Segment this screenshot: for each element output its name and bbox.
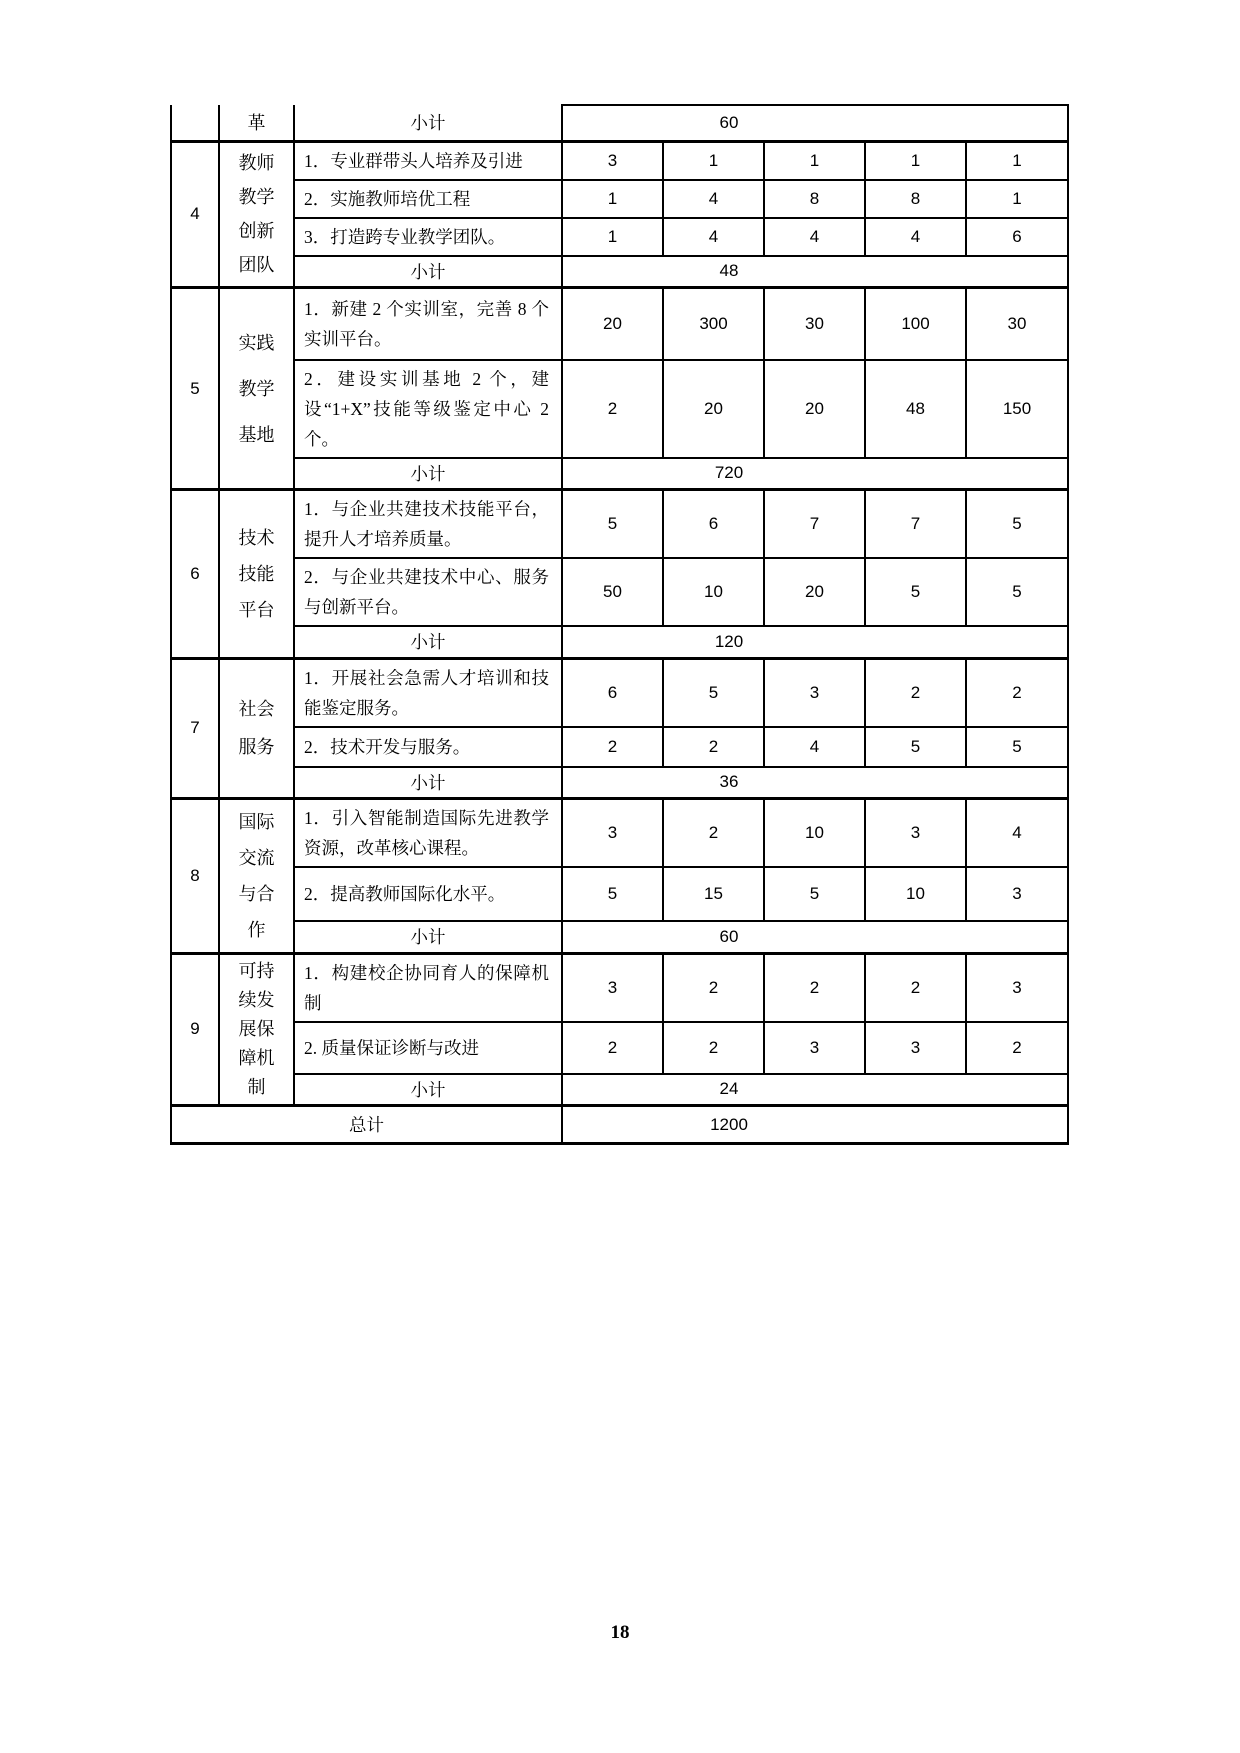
value-cell: 3: [865, 1022, 966, 1074]
subtotal-label: 小计: [294, 1074, 562, 1106]
total-row: [171, 1106, 1068, 1144]
category-line: 展保: [238, 1018, 275, 1039]
value-cell: 4: [663, 180, 764, 218]
category-line: 可持: [238, 960, 275, 981]
item-label: 2．建设实训基地 2 个，建设“1+X”技能等级鉴定中心 2 个。: [294, 360, 562, 458]
category-line: 服务: [238, 737, 275, 758]
value-cell: 1: [966, 141, 1068, 180]
value-cell: 2: [663, 953, 764, 1022]
value-cell: 1: [764, 141, 865, 180]
table-row: [171, 218, 1068, 256]
value-cell: 5: [562, 490, 663, 559]
row-number: 9: [171, 953, 219, 1106]
value-cell: 4: [865, 218, 966, 256]
subtotal-value: 60: [562, 105, 1068, 141]
row-number: 8: [171, 799, 219, 954]
value-cell: 48: [865, 360, 966, 458]
value-cell: 4: [764, 218, 865, 256]
value-cell: 20: [764, 558, 865, 626]
subtotal-label: 小计: [294, 105, 562, 141]
value-cell: 6: [562, 658, 663, 727]
value-cell: 4: [966, 799, 1068, 868]
value-cell: 1: [966, 180, 1068, 218]
table-row: [171, 180, 1068, 218]
table-row: [171, 727, 1068, 767]
category-cell: [219, 105, 294, 141]
value-cell: 2: [663, 799, 764, 868]
subtotal-label: 小计: [294, 256, 562, 288]
row-number: 4: [171, 141, 219, 288]
item-label: 2．与企业共建技术中心、服务与创新平台。: [294, 558, 562, 626]
table-row: [171, 799, 1068, 868]
subtotal-row: [171, 458, 1068, 490]
item-label: 3．打造跨专业教学团队。: [294, 218, 562, 256]
value-cell: 5: [764, 867, 865, 921]
item-label: 1．构建校企协同育人的保障机制: [294, 953, 562, 1022]
category-cell: [219, 658, 294, 799]
value-cell: 3: [966, 867, 1068, 921]
value-cell: 1: [865, 141, 966, 180]
value-cell: 3: [562, 141, 663, 180]
value-cell: 20: [764, 360, 865, 458]
value-cell: 150: [966, 360, 1068, 458]
value-cell: 2: [764, 953, 865, 1022]
category-line: 实践: [238, 332, 275, 353]
value-cell: 10: [663, 558, 764, 626]
value-cell: 1: [663, 141, 764, 180]
category-line: 制: [247, 1076, 266, 1097]
subtotal-value: 24: [562, 1074, 1068, 1106]
table-row: [171, 953, 1068, 1022]
subtotal-row: [171, 256, 1068, 288]
category-line: 创新: [238, 221, 275, 242]
category-cell: [219, 490, 294, 659]
category-cell: [219, 953, 294, 1106]
item-label: 1．与企业共建技术技能平台，提升人才培养质量。: [294, 490, 562, 559]
subtotal-value: 120: [562, 626, 1068, 658]
value-cell: 2: [966, 658, 1068, 727]
value-cell: 4: [764, 727, 865, 767]
value-cell: 2: [562, 1022, 663, 1074]
value-cell: 2: [562, 727, 663, 767]
subtotal-value: 48: [562, 256, 1068, 288]
value-cell: 8: [764, 180, 865, 218]
value-cell: 5: [966, 727, 1068, 767]
item-label: 2．提高教师国际化水平。: [294, 867, 562, 921]
item-label: 2. 质量保证诊断与改进: [294, 1022, 562, 1074]
value-cell: 1: [562, 180, 663, 218]
value-cell: 6: [966, 218, 1068, 256]
table-row: [171, 867, 1068, 921]
category-line: 作: [247, 919, 266, 940]
subtotal-value: 720: [562, 458, 1068, 490]
item-label: 1．开展社会急需人才培训和技能鉴定服务。: [294, 658, 562, 727]
value-cell: 5: [865, 558, 966, 626]
subtotal-label: 小计: [294, 767, 562, 799]
budget-table: [170, 104, 1069, 1145]
subtotal-row: [171, 767, 1068, 799]
value-cell: 5: [966, 558, 1068, 626]
subtotal-row: [171, 1074, 1068, 1106]
table-row-continued: [171, 105, 1068, 141]
table-row: [171, 658, 1068, 727]
subtotal-value: 36: [562, 767, 1068, 799]
subtotal-label: 小计: [294, 458, 562, 490]
category-line: 交流: [238, 847, 275, 868]
total-value: 1200: [562, 1106, 1068, 1144]
value-cell: 1: [562, 218, 663, 256]
category-line: 技能: [238, 563, 275, 584]
category-line: 革: [247, 113, 266, 134]
value-cell: 30: [764, 288, 865, 360]
item-label: 1．引入智能制造国际先进教学资源，改革核心课程。: [294, 799, 562, 868]
value-cell: 3: [764, 1022, 865, 1074]
category-cell: [219, 141, 294, 288]
value-cell: 20: [562, 288, 663, 360]
item-label: 2．实施教师培优工程: [294, 180, 562, 218]
value-cell: 2: [663, 1022, 764, 1074]
value-cell: 2: [663, 727, 764, 767]
category-line: 社会: [238, 699, 275, 720]
category-line: 平台: [238, 599, 275, 620]
table-row: [171, 1022, 1068, 1074]
value-cell: 7: [865, 490, 966, 559]
value-cell: 5: [865, 727, 966, 767]
total-label: 总计: [171, 1106, 562, 1144]
category-line: 教学: [238, 378, 275, 399]
table-row: [171, 141, 1068, 180]
value-cell: 2: [865, 953, 966, 1022]
value-cell: 2: [865, 658, 966, 727]
category-line: 国际: [238, 811, 275, 832]
value-cell: 50: [562, 558, 663, 626]
value-cell: 20: [663, 360, 764, 458]
item-label: 1．新建 2 个实训室，完善 8 个实训平台。: [294, 288, 562, 360]
value-cell: 2: [966, 1022, 1068, 1074]
value-cell: 2: [562, 360, 663, 458]
category-line: 团队: [238, 255, 275, 276]
value-cell: 3: [865, 799, 966, 868]
row-number: 6: [171, 490, 219, 659]
value-cell: 300: [663, 288, 764, 360]
row-number-cell: [171, 105, 219, 141]
category-line: 障机: [238, 1047, 275, 1068]
row-number: 7: [171, 658, 219, 799]
subtotal-value: 60: [562, 921, 1068, 953]
category-cell: [219, 288, 294, 490]
subtotal-label: 小计: [294, 626, 562, 658]
value-cell: 10: [764, 799, 865, 868]
value-cell: 5: [562, 867, 663, 921]
category-line: 技术: [238, 527, 275, 548]
table-row: [171, 558, 1068, 626]
page-number: 18: [610, 1622, 630, 1643]
category-line: 与合: [238, 883, 275, 904]
category-line: 教师: [238, 153, 275, 174]
value-cell: 3: [966, 953, 1068, 1022]
category-line: 基地: [238, 424, 275, 445]
category-cell: [219, 799, 294, 954]
item-label: 1．专业群带头人培养及引进: [294, 141, 562, 180]
value-cell: 15: [663, 867, 764, 921]
value-cell: 5: [966, 490, 1068, 559]
table-row: [171, 360, 1068, 458]
subtotal-row: [171, 626, 1068, 658]
value-cell: 4: [663, 218, 764, 256]
subtotal-row: [171, 921, 1068, 953]
value-cell: 30: [966, 288, 1068, 360]
subtotal-label: 小计: [294, 921, 562, 953]
value-cell: 100: [865, 288, 966, 360]
table-row: [171, 288, 1068, 360]
value-cell: 3: [562, 953, 663, 1022]
category-line: 续发: [238, 989, 275, 1010]
value-cell: 5: [663, 658, 764, 727]
value-cell: 8: [865, 180, 966, 218]
value-cell: 10: [865, 867, 966, 921]
value-cell: 3: [562, 799, 663, 868]
row-number: 5: [171, 288, 219, 490]
value-cell: 3: [764, 658, 865, 727]
category-line: 教学: [238, 187, 275, 208]
value-cell: 6: [663, 490, 764, 559]
value-cell: 7: [764, 490, 865, 559]
table-row: [171, 490, 1068, 559]
item-label: 2．技术开发与服务。: [294, 727, 562, 767]
